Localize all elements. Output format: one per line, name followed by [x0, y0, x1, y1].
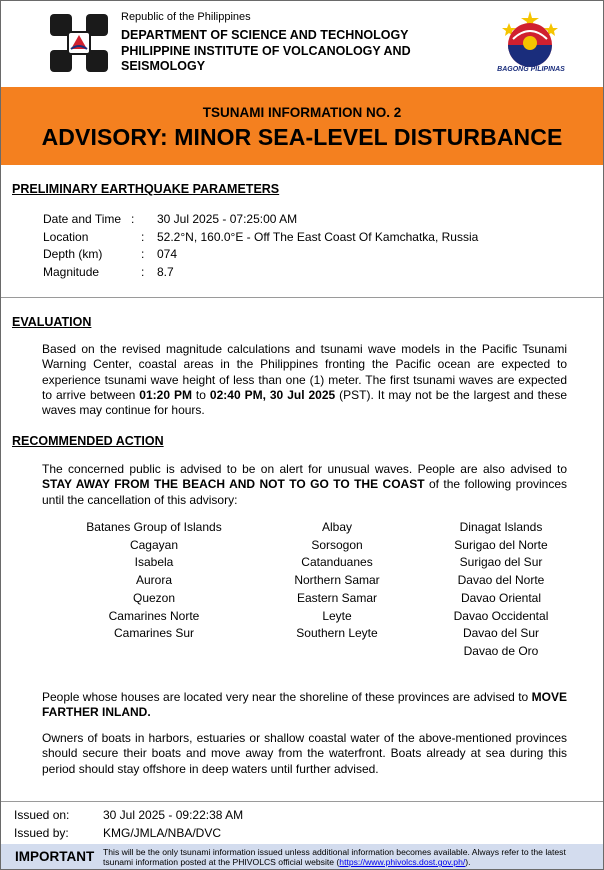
province-item: Batanes Group of Islands	[86, 520, 222, 534]
param-row-depth	[43, 246, 478, 264]
province-item: Northern Samar	[294, 573, 380, 588]
bulletin-number: TSUNAMI INFORMATION NO. 2	[202, 105, 402, 120]
stay-away-warning: STAY AWAY FROM THE BEACH AND NOT TO GO TO THE COAST	[42, 477, 425, 492]
issued-by-label: Issued by:	[14, 826, 69, 840]
divider	[1, 297, 603, 298]
param-row-location	[43, 229, 478, 247]
institute-name-line1: PHILIPPINE INSTITUTE OF VOLCANOLOGY AND	[121, 43, 411, 58]
important-band	[1, 844, 603, 869]
move-inland-warning: MOVE FARTHER INLAND.	[42, 690, 567, 720]
param-label: Location	[43, 229, 89, 244]
param-value: 30 Jul 2025 - 07:25:00 AM	[157, 212, 298, 226]
province-item: Surigao del Sur	[459, 555, 543, 570]
action-text-part: The concerned public is advised to be on alert for unusual waves. People are also advised to	[42, 462, 567, 476]
evaluation-text-part: Based on the revised magnitude calculations and tsunami wave models in the Pacific Tsunami Warning Center, coastal areas in the Philippines fronting the Pacific ocean are expected to experience tsunami wave height of less than one (1) meter. The first tsunami waves are expected to arrive between	[42, 342, 567, 402]
earthquake-params	[43, 211, 478, 281]
province-item: Catanduanes	[301, 555, 373, 570]
republic-label: Republic of the Philippines	[121, 11, 251, 23]
issued-on-label: Issued on:	[14, 808, 70, 822]
action-heading: RECOMMENDED ACTION	[12, 434, 164, 448]
param-label: Magnitude	[43, 264, 100, 279]
province-item: Cagayan	[129, 537, 179, 552]
param-colon: :	[131, 212, 135, 226]
params-heading: PRELIMINARY EARTHQUAKE PARAMETERS	[12, 182, 280, 196]
param-value: 8.7	[157, 264, 174, 279]
evaluation-heading: EVALUATION	[12, 315, 92, 329]
province-item: Surigao del Norte	[454, 537, 548, 552]
provinces-column-2	[277, 519, 397, 643]
param-colon: :	[141, 229, 145, 244]
province-item: Aurora	[135, 573, 173, 588]
param-label: Date and Time	[43, 212, 122, 226]
evaluation-text-part: (PST). It may not be the largest and these waves may continue for hours.	[42, 387, 568, 418]
issued-by-row	[14, 826, 221, 840]
param-label: Depth (km)	[43, 247, 103, 261]
title-band	[1, 87, 603, 165]
issued-on-row	[14, 808, 243, 822]
action-intro	[42, 462, 567, 508]
arrival-end-time: 02:40 PM, 30 Jul 2025	[209, 387, 336, 402]
evaluation-text-part: to	[191, 387, 210, 402]
header	[1, 1, 603, 87]
param-row-magnitude	[43, 264, 478, 282]
department-name: DEPARTMENT OF SCIENCE AND TECHNOLOGY	[121, 28, 409, 42]
issued-by-value: KMG/JMLA/NBA/DVC	[103, 826, 222, 840]
province-item: Isabela	[134, 555, 174, 570]
issued-on-value: 30 Jul 2025 - 09:22:38 AM	[103, 808, 244, 822]
bagong-pilipinas-caption: BAGONG PILIPINAS	[497, 66, 565, 73]
param-colon: :	[141, 247, 145, 261]
province-item: Davao del Sur	[462, 626, 540, 641]
important-label: IMPORTANT	[15, 849, 95, 864]
province-item: Davao del Norte	[457, 573, 545, 588]
param-value: 074	[157, 247, 178, 261]
province-item: Davao Occidental	[453, 608, 549, 623]
param-colon: :	[141, 264, 145, 279]
param-row-datetime	[43, 211, 478, 229]
move-inland-advice	[42, 690, 567, 721]
boat-owners-advice: Owners of boats in harbors, estuaries or shallow coastal water of the above-mentioned provinces should secure their boats and move away from the waterfront. Boats already at sea during this period should stay offshore in deep waters until further advised.	[42, 731, 567, 776]
divider	[1, 801, 603, 802]
bulletin-title: ADVISORY: MINOR SEA-LEVEL DISTURBANCE	[41, 124, 563, 150]
province-item: Albay	[321, 520, 353, 534]
phivolcs-logo	[49, 13, 109, 73]
province-item: Camarines Sur	[113, 626, 195, 641]
province-item: Eastern Samar	[296, 590, 378, 605]
arrival-start-time: 01:20 PM	[139, 387, 192, 402]
province-item: Quezon	[132, 590, 176, 605]
province-item: Leyte	[322, 608, 352, 623]
provinces-column-3	[426, 519, 576, 661]
header-text	[121, 10, 411, 75]
important-text-part: ).	[465, 857, 471, 867]
action-text-part: People whose houses are located very near the shoreline of these provinces are advised to	[42, 690, 532, 704]
evaluation-text	[42, 342, 567, 418]
important-note	[103, 847, 583, 867]
important-text-part: This will be the only tsunami information issued unless additional information becomes available. Always refer to the latest tsunami information posted at the PHIVOLCS official website (	[103, 847, 566, 867]
province-item: Dinagat Islands	[459, 520, 543, 534]
param-value: 52.2°N, 160.0°E - Off The East Coast Of Kamchatka, Russia	[157, 229, 479, 244]
phivolcs-website-link[interactable]: https://www.phivolcs.dost.gov.ph/	[339, 857, 466, 867]
action-text-part: of the following provinces until the cancellation of this advisory:	[42, 477, 568, 507]
institute-name-line2: SEISMOLOGY	[121, 59, 206, 73]
provinces-column-1	[73, 519, 235, 643]
province-item: Davao de Oro	[463, 643, 539, 658]
province-item: Southern Leyte	[296, 626, 378, 641]
province-item: Camarines Norte	[108, 608, 200, 623]
province-item: Davao Oriental	[460, 590, 542, 605]
province-item: Sorsogon	[311, 537, 363, 552]
